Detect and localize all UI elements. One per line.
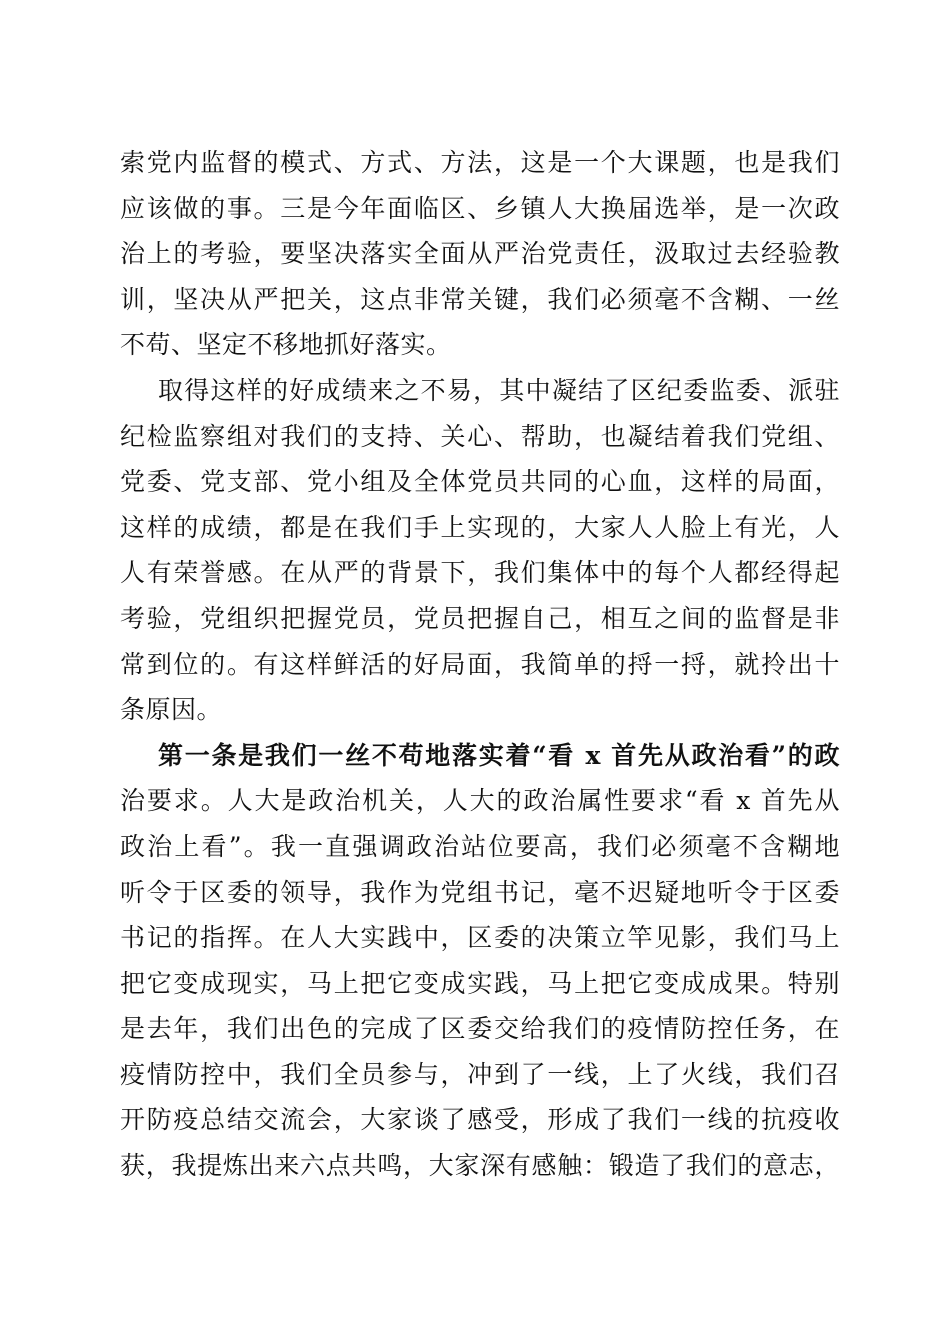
paragraph-line: 这样的成绩，都是在我们手上实现的，大家人人脸上有光，人 <box>120 512 840 542</box>
paragraph-line: 人有荣誉感。在从严的背景下，我们集体中的每个人都经得起 <box>120 558 840 588</box>
paragraph-3 <box>120 733 840 1189</box>
paragraph-line: 不苟、坚定不移地抓好落实。 <box>120 330 452 360</box>
paragraph-line: 党委、党支部、党小组及全体党员共同的心血，这样的局面， <box>120 467 840 497</box>
paragraph-line: 索党内监督的模式、方式、方法，这是一个大课题，也是我们 <box>120 148 840 177</box>
paragraph-line: 考验，党组织把握党员，党员把握自己，相互之间的监督是非 <box>120 603 840 633</box>
paragraph-line: 应该做的事。三是今年面临区、乡镇人大换届选举，是一次政 <box>120 193 840 223</box>
document-body <box>120 140 840 1189</box>
paragraph-line: 第一条是我们一丝不苟地落实着“看 x 首先从政治看”的政 <box>158 740 840 770</box>
paragraph-line: 是去年，我们出色的完成了区委交给我们的疫情防控任务，在 <box>120 1014 840 1044</box>
paragraph-line: 治要求。人大是政治机关，人大的政治属性要求“看 x 首先从 <box>120 786 840 816</box>
paragraph-line: 常到位的。有这样鲜活的好局面，我简单的捋一捋，就拎出十 <box>120 649 840 679</box>
paragraph-line: 把它变成现实，马上把它变成实践，马上把它变成成果。特别 <box>120 968 840 998</box>
paragraph-line: 听令于区委的领导，我作为党组书记，毫不迟疑地听令于区委 <box>120 877 840 907</box>
paragraph-line: 获，我提炼出来六点共鸣，大家深有感触：锻造了我们的意志， <box>120 1151 840 1181</box>
paragraph-line: 疫情防控中，我们全员参与，冲到了一线，上了火线，我们召 <box>120 1059 840 1089</box>
paragraph-1 <box>120 140 840 368</box>
paragraph-line: 纪检监察组对我们的支持、关心、帮助，也凝结着我们党组、 <box>120 421 840 451</box>
paragraph-2 <box>120 368 840 733</box>
paragraph-line: 政治上看”。我一直强调政治站位要高，我们必须毫不含糊地 <box>120 831 840 861</box>
paragraph-line: 训，坚决从严把关，这点非常关键，我们必须毫不含糊、一丝 <box>120 284 840 314</box>
paragraph-line: 条原因。 <box>120 695 223 725</box>
paragraph-line: 取得这样的好成绩来之不易，其中凝结了区纪委监委、派驻 <box>158 375 840 405</box>
paragraph-line: 治上的考验，要坚决落实全面从严治党责任，汲取过去经验教 <box>120 239 840 269</box>
paragraph-line: 开防疫总结交流会，大家谈了感受，形成了我们一线的抗疫收 <box>120 1105 840 1135</box>
paragraph-line: 书记的指挥。在人大实践中，区委的决策立竿见影，我们马上 <box>120 923 840 953</box>
